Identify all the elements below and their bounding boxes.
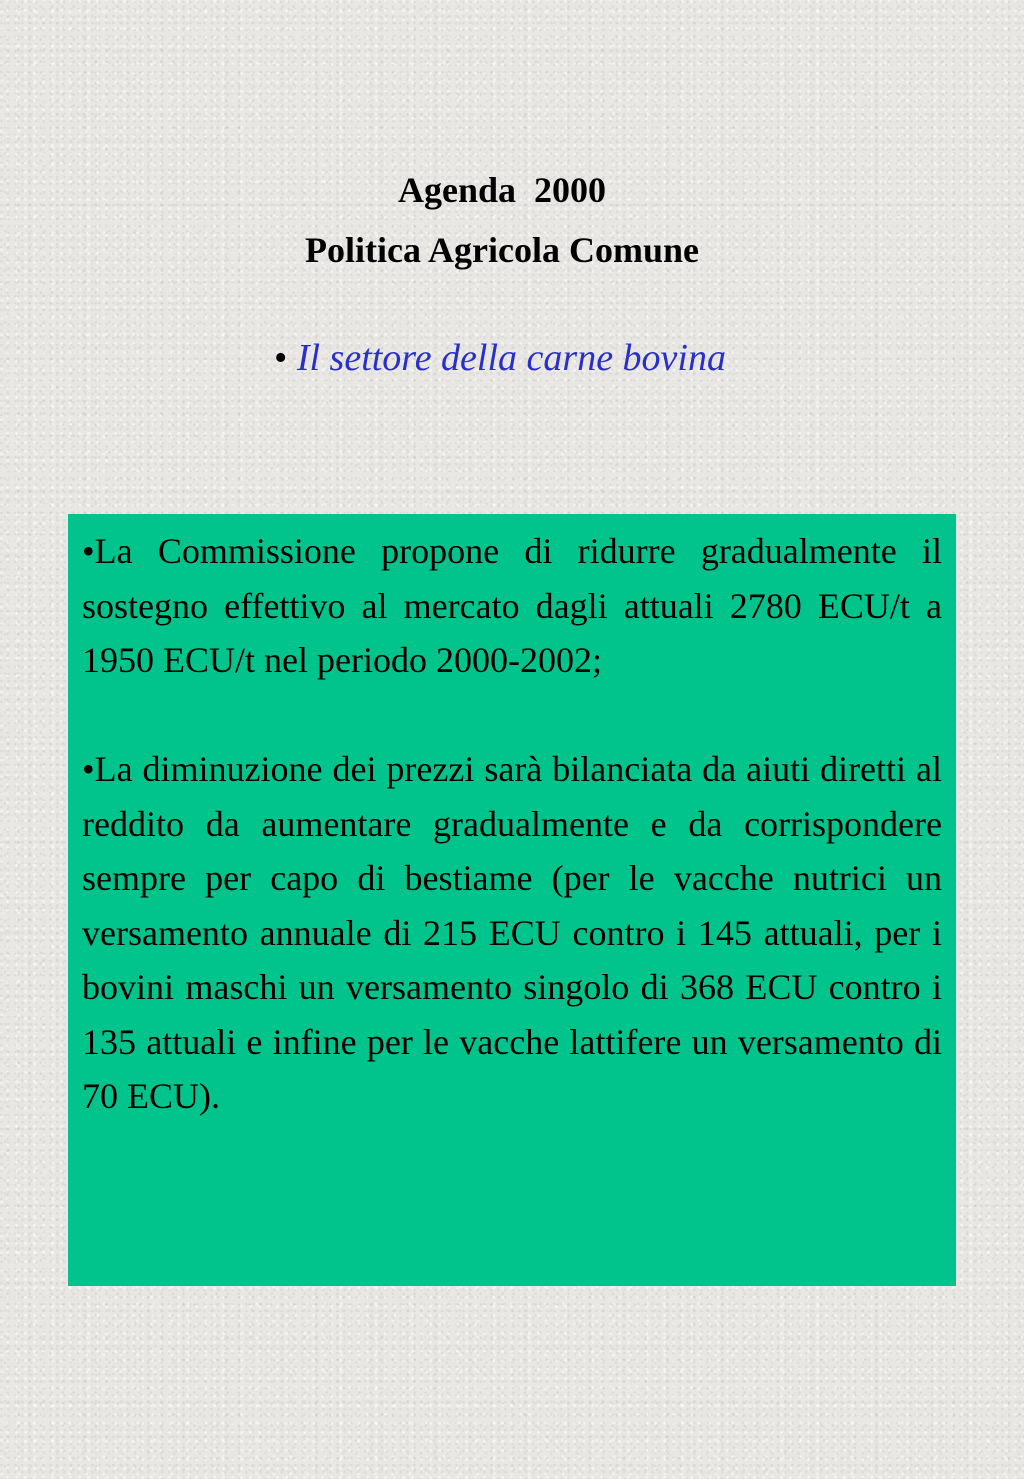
title-block: [0, 160, 1004, 280]
section-topic-text: Il settore della carne bovina: [296, 337, 726, 379]
page-subtitle-heading: Politica Agricola Comune: [305, 230, 699, 270]
page-title: Agenda 2000: [397, 170, 607, 210]
paragraph-direct-aid: •La diminuzione dei prezzi sarà bilanciata da aiuti diretti al reddito da aumentare gradualmente e da corrispondere sempre per capo di bestiame (per le vacche nutrici un versamento annuale di 215 ECU contro i 145 attuali, per i bovini maschi un versamento singolo di 368 ECU contro i 135 attuali e infine per le vacche lattifere un versamento di 70 ECU).: [82, 749, 942, 1116]
content-box: [68, 514, 956, 1286]
bullet-icon: •: [274, 337, 288, 379]
paragraph-price-reduction: •La Commissione propone di ridurre gradualmente il sostegno effettivo al mercato dagli attuali 2780 ECU/t a 1950 ECU/t nel periodo 2000-2002;: [82, 531, 942, 680]
section-topic: [0, 330, 1000, 386]
